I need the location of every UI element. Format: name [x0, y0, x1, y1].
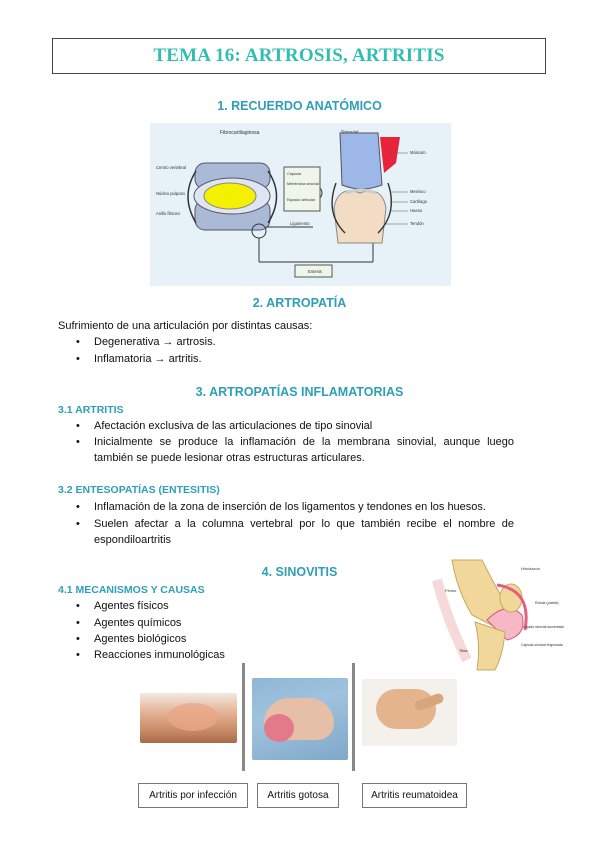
label-membrana: Membrana sinovial [287, 182, 319, 186]
section2-heading: 2. ARTROPATÍA [252, 296, 347, 310]
section4-heading: 4. SINOVITIS [261, 565, 338, 579]
knee-label-rotula: Rótula (patela) [535, 601, 559, 605]
label-ligamento: Ligamento [290, 221, 310, 226]
anatomy-diagram [150, 123, 451, 286]
title-box [52, 38, 546, 74]
synovial-joint [332, 133, 400, 243]
section3-2-heading: 3.2 ENTESOPATÍAS (ENTESITIS) [58, 484, 220, 496]
caption-gout: Artritis gotosa [257, 783, 339, 808]
section3-2-bullet-2: • Suelen afectar a la columna vertebral por lo que también recibe el nombre de espondiloartritis [94, 516, 514, 548]
knee-label-tibia: Tibia [459, 648, 468, 653]
section3-1-heading: 3.1 ARTRITIS [58, 404, 124, 416]
label-entesis: Entesis [308, 269, 322, 274]
section3-1-bullet-2: • Inicialmente se produce la inflamación de la membrana sinovial, aunque luego también se puede lesionar otras estructuras articulares. [94, 434, 514, 466]
section3-1-bullet-1: • Afectación exclusiva de las articulaciones de tipo sinovial [94, 418, 514, 434]
label-capsula: Cápsula [287, 172, 301, 176]
section2-bullet-1: • Degenerativa → artrosis. [94, 334, 216, 350]
page-title: TEMA 16: ARTROSIS, ARTRITIS [153, 45, 445, 66]
photo-separator-2 [352, 663, 355, 771]
caption-rheumatoid: Artritis reumatoidea [362, 783, 467, 808]
section4-bullet-3: • Agentes biológicos [94, 631, 186, 647]
label-cartilago: Cartílago [410, 199, 427, 204]
photo-infection [140, 693, 237, 743]
caption-infection: Artritis por infección [138, 783, 248, 808]
label-musculo: Músculo [410, 150, 426, 155]
section3-2-bullet-1: • Inflamación de la zona de inserción de los ligamentos y tendones en los huesos. [94, 499, 514, 515]
label-anillo: Anillo fibroso [156, 211, 180, 216]
label-menisco: Menisco [410, 189, 426, 194]
label-nucleo: Núcleo pulposo [156, 191, 185, 196]
section4-bullet-1: • Agentes físicos [94, 598, 169, 614]
photo-rheumatoid [362, 679, 457, 746]
section4-bullet-2: • Agentes químicos [94, 615, 181, 631]
anatomy-diagram-svg [150, 123, 451, 286]
section1-heading: 1. RECUERDO ANATÓMICO [217, 99, 382, 113]
label-hueso: Hueso [410, 208, 423, 213]
knee-illustration [437, 560, 565, 670]
section3-heading: 3. ARTROPATÍAS INFLAMATORIAS [195, 385, 404, 399]
section4-1-heading: 4.1 MECANISMOS Y CAUSAS [58, 584, 205, 596]
nucleus-pulposus [204, 183, 256, 209]
section2-bullet-2: • Inflamatoria → artritis. [94, 351, 202, 367]
section4-bullet-4: • Reacciones inmunológicas [94, 647, 225, 663]
section2-intro: Sufrimiento de una articulación por distintas causas: [58, 320, 313, 332]
photo-gout [252, 678, 348, 760]
diagram-left-title: Fibrocartilaginosa [220, 130, 260, 136]
knee-label-femur: Fémur [445, 588, 457, 593]
knee-label-hinchazon: Hinchazón [521, 566, 540, 571]
knee-label-liquido: Líquido sinovial aumentado [523, 625, 565, 629]
knee-label-capsula: Cápsula sinovial engrosada [521, 643, 563, 647]
photo-separator-1 [242, 663, 245, 771]
label-espacio: Espacio articular [287, 198, 316, 202]
vertebral-joint [188, 163, 277, 230]
label-tendon: Tendón [410, 221, 424, 226]
label-centro-vertebral: Centro vertebral [156, 165, 187, 170]
